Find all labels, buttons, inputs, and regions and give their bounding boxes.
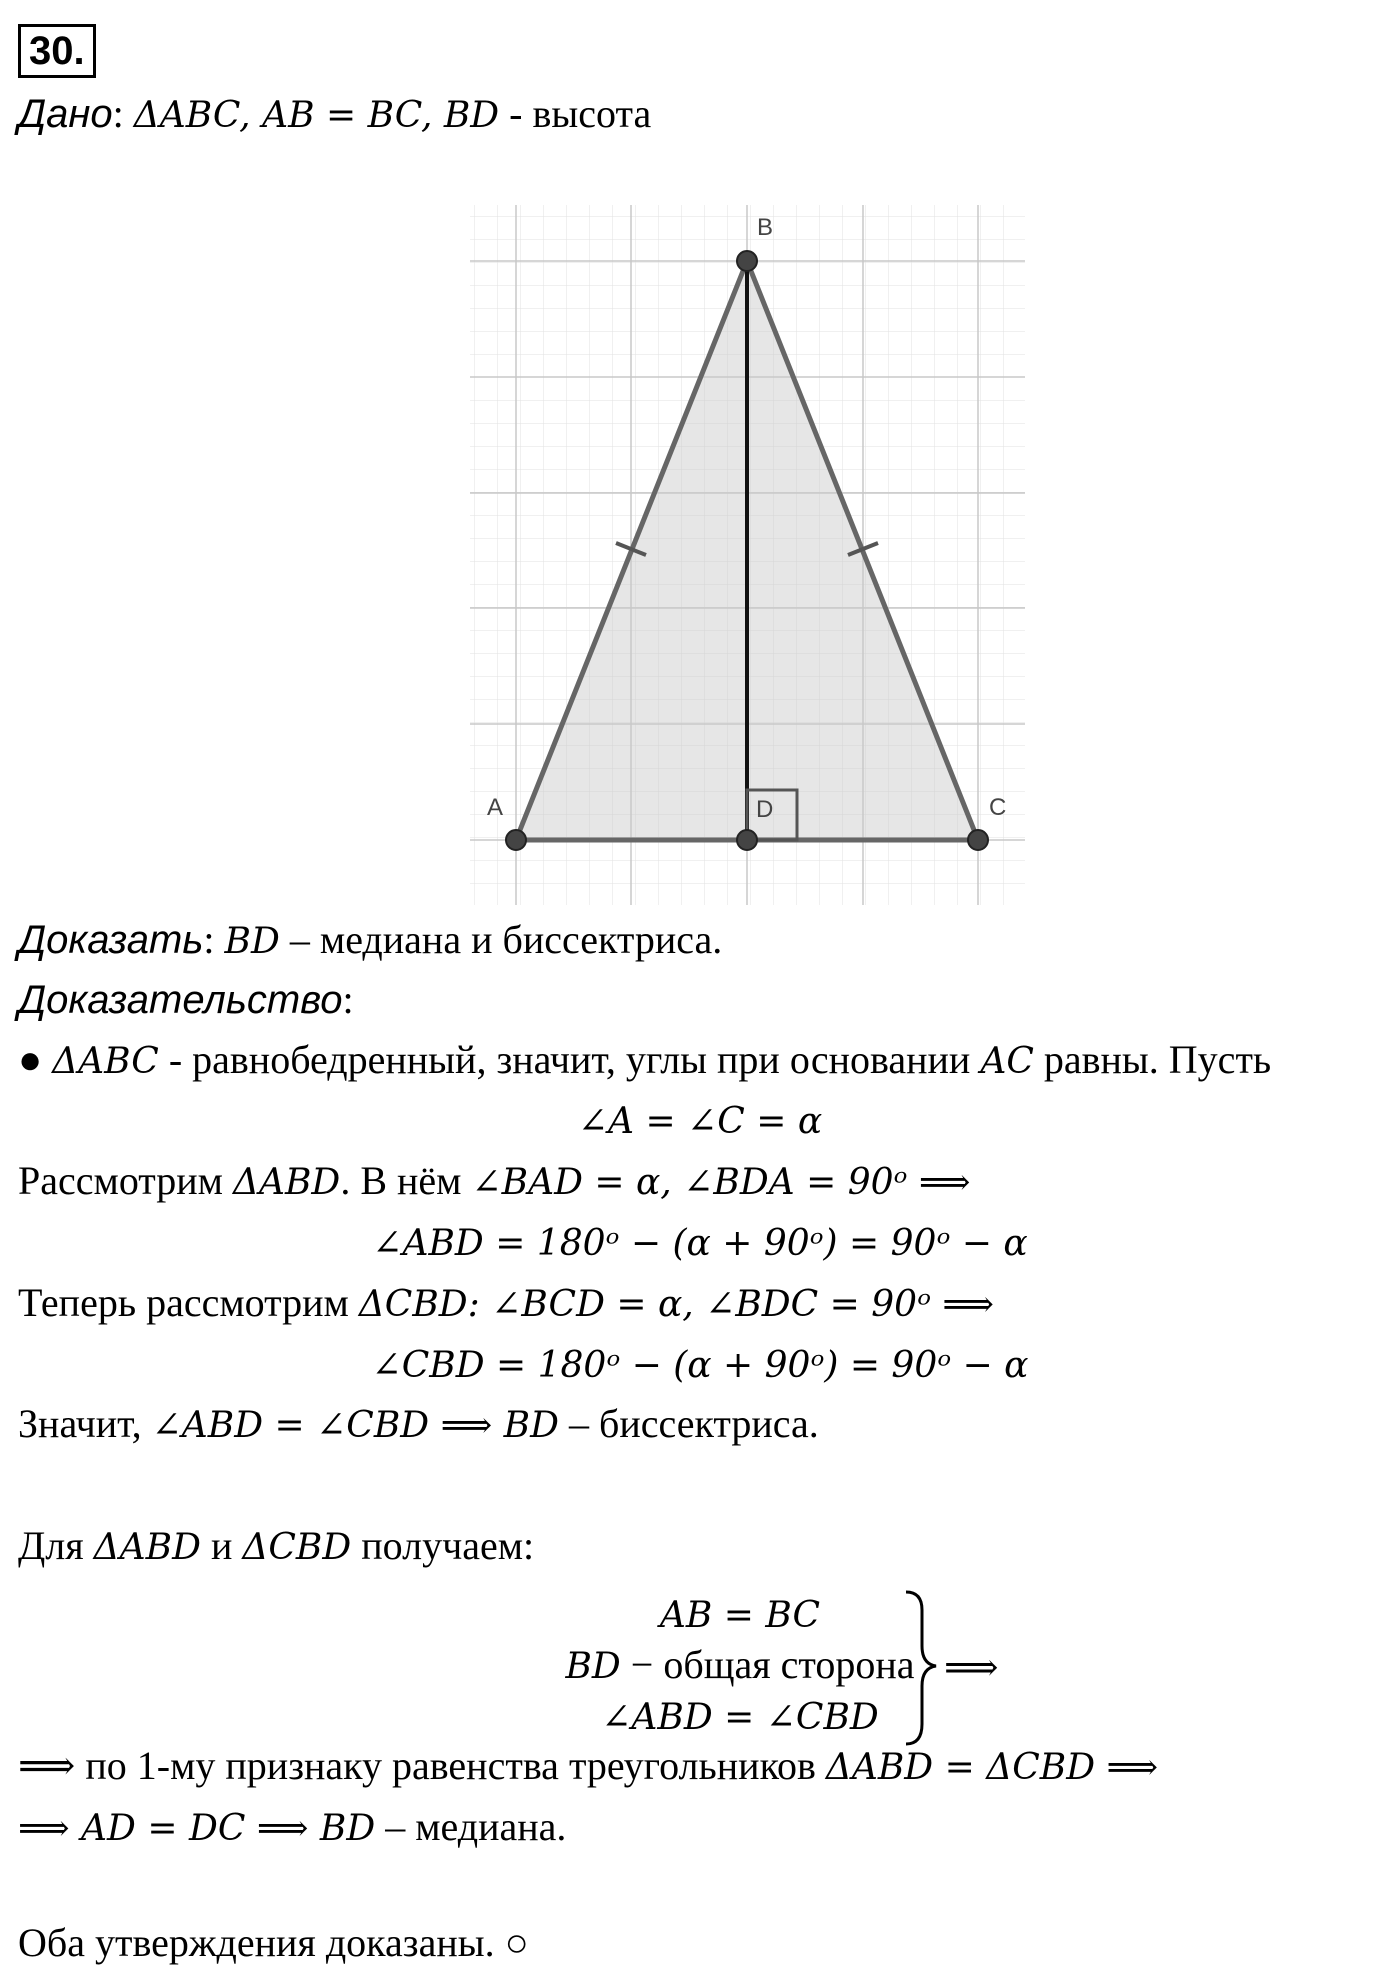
prove-line <box>18 916 722 966</box>
text: получаем: <box>351 1523 535 1568</box>
bullet: ● <box>18 1037 53 1082</box>
math: ∠BAD = α, ∠BDA = 90ᵒ ⟹ <box>471 1162 971 1203</box>
proof-line-11 <box>18 1919 529 1967</box>
math: ∠ABD = 180ᵒ − (α + 90ᵒ) = 90ᵒ − α <box>372 1223 1028 1264</box>
text: Оба утверждения доказаны. ○ <box>18 1920 529 1965</box>
math: ∠ABD = ∠CBD <box>601 1697 879 1738</box>
text: - равнобедренный, значит, углы при основании <box>158 1037 981 1082</box>
text: – медиана. <box>375 1804 567 1849</box>
text: Теперь рассмотрим <box>18 1280 359 1325</box>
text: ⟹ по 1-му признаку равенства треугольников <box>18 1743 826 1788</box>
text: Для <box>18 1523 94 1568</box>
math: BD <box>565 1646 621 1687</box>
label-b: B <box>757 214 774 241</box>
text: . В нём <box>340 1158 472 1203</box>
given-label: Дано <box>18 92 113 136</box>
prove-label: Доказать <box>18 918 204 962</box>
label-c: C <box>989 794 1007 821</box>
proof-line-7 <box>18 1400 819 1450</box>
math: ΔABD <box>93 1527 201 1568</box>
math: ΔABD <box>232 1162 341 1203</box>
label-a: A <box>487 794 504 821</box>
prove-text: – медиана и биссектриса. <box>279 917 723 962</box>
math: ΔABC <box>52 1041 159 1082</box>
math: ΔCBD <box>242 1527 352 1568</box>
proof-line-1 <box>18 1036 1271 1086</box>
math: AB = BC <box>659 1595 821 1636</box>
proof-colon: : <box>342 977 354 1022</box>
point-b <box>737 251 757 271</box>
math: ⟹ AD = DC ⟹ BD <box>18 1808 376 1849</box>
prove-colon: : <box>203 917 215 962</box>
math: ∠A = ∠C = α <box>577 1101 823 1142</box>
label-d: D <box>756 796 774 823</box>
text: и <box>200 1523 243 1568</box>
given-math: ΔABC, AB = BC, BD <box>133 95 500 136</box>
proof-line-5 <box>18 1279 994 1329</box>
given-text: - высота <box>499 91 652 136</box>
text: равны. Пусть <box>1033 1037 1272 1082</box>
proof-line-4 <box>0 1218 1400 1268</box>
proof-heading <box>18 976 354 1024</box>
math: ∠ABD = ∠CBD ⟹ BD <box>151 1405 559 1446</box>
math: ΔCBD: ∠BCD = α, ∠BDC = 90ᵒ ⟹ <box>358 1284 994 1325</box>
point-c <box>968 830 988 850</box>
proof-line-2 <box>0 1096 1400 1146</box>
proof-label: Доказательство <box>18 978 343 1022</box>
text: – биссектриса. <box>558 1401 819 1446</box>
given-line <box>18 90 651 140</box>
right-brace <box>900 1588 1020 1748</box>
problem-number: 30. <box>18 24 96 78</box>
system-arrow: ⟹ <box>944 1645 999 1689</box>
math: ΔABD = ΔCBD ⟹ <box>825 1747 1159 1788</box>
text: Значит, <box>18 1401 152 1446</box>
proof-line-6 <box>0 1340 1400 1390</box>
proof-line-3 <box>18 1157 970 1207</box>
proof-line-10 <box>18 1803 566 1853</box>
math: AC <box>980 1041 1034 1082</box>
proof-line-8 <box>18 1522 534 1572</box>
prove-math: BD <box>224 921 280 962</box>
math: ∠CBD = 180ᵒ − (α + 90ᵒ) = 90ᵒ − α <box>371 1345 1029 1386</box>
proof-line-9 <box>18 1742 1158 1792</box>
text: − общая сторона <box>620 1642 915 1687</box>
point-d <box>737 830 757 850</box>
triangle-figure <box>462 205 1032 905</box>
point-a <box>506 830 526 850</box>
given-colon: : <box>112 91 124 136</box>
text: Рассмотрим <box>18 1158 233 1203</box>
